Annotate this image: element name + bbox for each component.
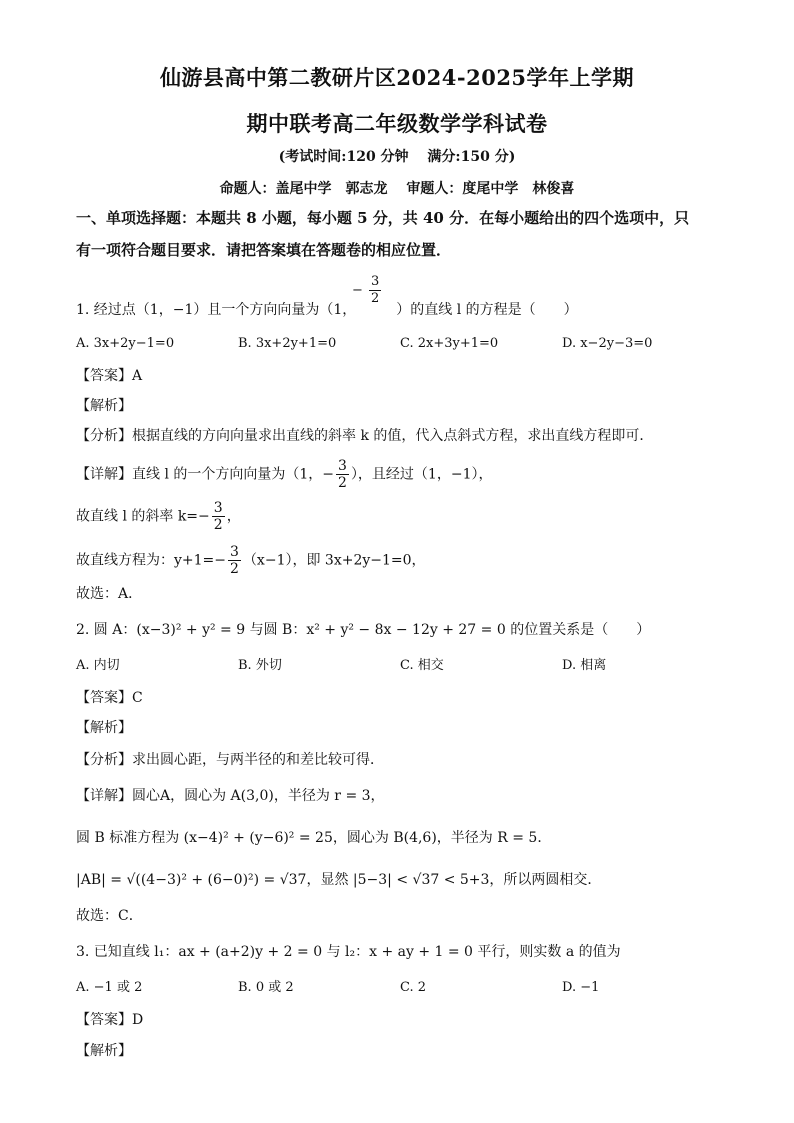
q1-eq-frac [228,544,241,577]
q1-eq-pre: 故直线方程为：y+1=− [76,552,227,569]
q1-slope-den: 2 [213,517,223,533]
q1-slope [76,500,241,533]
q1-equation [76,544,426,577]
q2-option-b: B. 外切 [238,658,282,673]
q1-detail-num: 3 [338,458,347,474]
section-heading-line1: 一、单项选择题：本题共 8 小题，每小题 5 分，共 40 分．在每小题给出的四个选项中，只 [76,209,690,227]
q3-stem: 3. 已知直线 l₁：ax + (a+2)y + 2 = 0 与 l₂：x + ay + 1 = 0 平行，则实数 a 的值为 [76,944,621,960]
q1-option-b: B. 3x+2y+1=0 [238,336,337,351]
exam-title-line1: 仙游县高中第二教研片区2024-2025学年上学期 [159,65,635,90]
q1-stem-start: 1. 经过点（1，−1）且一个方向向量为（1， [76,302,357,318]
q1-detail-pre: 【详解】直线 l 的一个方向向量为（1，− [76,466,335,483]
q1-detail-post: ），且经过（1，−1）， [350,466,493,483]
q1-detail-frac [336,458,349,491]
q3-option-c: C. 2 [400,980,427,995]
q1-slope-frac [212,500,225,533]
q1-detail [76,458,492,491]
q1-slope-pre: 故直线 l 的斜率 k=− [76,508,210,525]
q2-answer: 【答案】C [76,690,143,706]
q1-frac-den: 2 [371,291,380,306]
q3-answer: 【答案】D [76,1012,144,1028]
q2-analysis-label: 【解析】 [76,720,132,736]
q2-fenxi: 【分析】求出圆心距，与两半径的和差比较可得． [76,752,384,768]
q1-stem-end: ）的直线 l 的方程是（ ） [396,302,578,318]
q2-stem: 2. 圆 A：(x−3)² + y² = 9 与圆 B：x² + y² − 8x − 12y + 27 = 0 的位置关系是（ ） [76,622,651,638]
q1-option-c: C. 2x+3y+1=0 [400,336,499,351]
q1-option-d: D. x−2y−3=0 [562,336,653,351]
q2-choose: 故选：C． [76,908,143,924]
q1-answer: 【答案】A [76,368,143,384]
q2-option-c: C. 相交 [400,658,444,673]
q3-option-d: D. −1 [562,980,600,995]
q2-distance: |AB| = √((4−3)² + (6−0)²) = √37，显然 |5−3| < √37 < 5+3，所以两圆相交． [76,872,602,888]
q1-slope-post: ， [226,508,241,525]
q1-eq-num: 3 [230,544,239,560]
q2-option-a: A. 内切 [76,658,120,673]
q1-detail-den: 2 [338,475,347,491]
q3-analysis-label: 【解析】 [76,1043,132,1059]
exam-title-line2: 期中联考高二年级数学学科试卷 [246,111,548,136]
q1-frac-num: 3 [371,274,380,289]
section-heading-line2: 有一项符合题目要求．请把答案填在答题卷的相应位置． [76,241,452,259]
q1-eq-post: （x−1），即 3x+2y−1=0， [242,552,426,569]
q2-standard-form: 圆 B 标准方程为 (x−4)² + (y−6)² = 25，圆心为 B(4,6)，半径为 R = 5． [76,830,552,846]
q1-frac-sign: − [352,283,363,298]
exam-authors: 命题人：盖尾中学 郭志龙 审题人：度尾中学 林俊喜 [219,181,575,197]
exam-info: (考试时间:120 分钟 满分:150 分) [278,149,516,165]
q1-analysis-label: 【解析】 [76,398,132,414]
q1-slope-num: 3 [213,500,223,516]
q1-fenxi: 【分析】根据直线的方向向量求出直线的斜率 k 的值，代入点斜式方程，求出直线方程即可． [76,428,654,444]
q1-option-a: A. 3x+2y−1=0 [76,336,175,351]
q3-option-a: A. −1 或 2 [76,980,143,995]
q1-stem [76,300,578,320]
q2-detail: 【详解】圆心A，圆心为 A(3,0)，半径为 r = 3， [76,788,385,804]
q1-choose: 故选：A． [76,586,143,602]
q1-eq-den: 2 [230,561,239,577]
q2-option-d: D. 相离 [562,658,607,673]
q3-option-b: B. 0 或 2 [238,980,294,995]
